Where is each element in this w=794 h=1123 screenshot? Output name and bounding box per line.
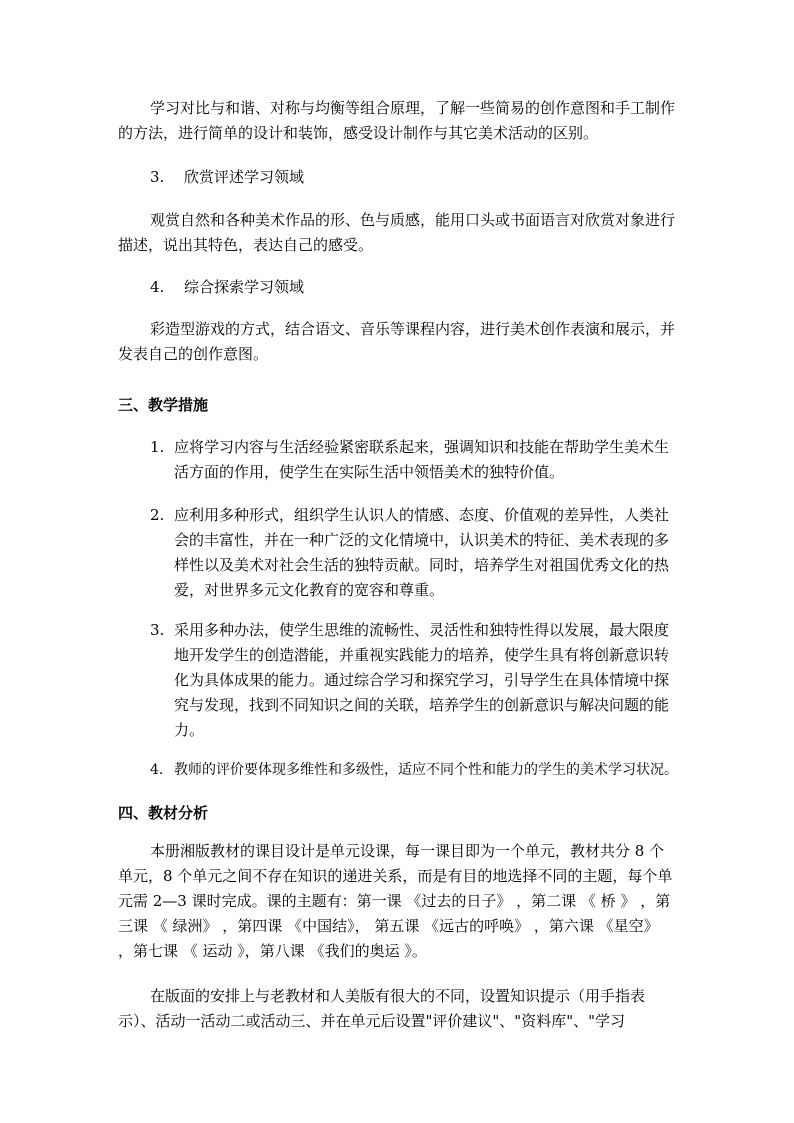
domain-4-paragraph: 彩造型游戏的方式，结合语文、音乐等课程内容，进行美术创作表演和展示，并发表自己的创作意图。 xyxy=(118,320,676,363)
measure-item-number: 2. xyxy=(150,506,165,524)
analysis-paragraph-2: 在版面的安排上与老教材和人美版有很大的不同，设置知识提示（用手指表示）、活动一活动二或活动三、并在单元后设置"评价建议"、"资料库"、"学习 xyxy=(118,987,646,1030)
measure-item-text: 采用多种办法，使学生思维的流畅性、灵活性和独特性得以发展，最大限度地开发学生的创造潜能，并重视实践能力的培养，使学生具有将创新意识转化为具体成果的能力。通过综合学习和探究学习，引导学生在具体情境中探究与发现，找到不同知识之间的关联，培养学生的创新意识与解决问题的能力。 xyxy=(174,621,670,739)
measure-item-1 xyxy=(150,435,675,485)
domain-4-number: 4. xyxy=(150,278,165,296)
measure-item-number: 4. xyxy=(150,762,164,778)
domain-4-heading xyxy=(150,277,304,297)
measure-item-text: 应将学习内容与生活经验紧密联系起来，强调知识和技能在帮助学生美术生活方面的作用，使学生在实际生活中领悟美术的独特价值。 xyxy=(174,438,670,481)
domain-3-paragraph: 观赏自然和各种美术作品的形、色与质感，能用口头或书面语言对欣赏对象进行描述，说出其特色，表达自己的感受。 xyxy=(118,211,676,254)
analysis-paragraph-1: 本册湘版教材的课目设计是单元设课，每一课目即为一个单元，教材共分 8 个单元，8 个单元之间不存在知识的递进关系，而是有目的地选择不同的主题，每个单元需 2—3 课时完成。课的主题有：第一课 《过去的日子》 ，第二课 《 桥 》 ，第三课 《 绿洲》 ，第四课 《中国结》， 第五课 《远古的呼唤》 ，第六课 《星空》 ，第七课 《 运动 》，第八课 《我们的奥运 》。 xyxy=(118,842,673,960)
design-domain-paragraph: 学习对比与和谐、对称与均衡等组合原理，了解一些简易的创作意图和手工制作的方法，进行简单的设计和装饰，感受设计制作与其它美术活动的区别。 xyxy=(118,99,676,142)
domain-4-title: 综合探索学习领域 xyxy=(184,278,305,296)
domain-3-heading xyxy=(150,167,304,187)
analysis-heading: 四、教材分析 xyxy=(118,804,209,822)
domain-3-title: 欣赏评述学习领域 xyxy=(184,168,305,186)
measure-item-2 xyxy=(150,503,675,603)
measure-item-3 xyxy=(150,618,675,743)
measure-item-4 xyxy=(150,758,690,783)
measures-heading: 三、教学措施 xyxy=(118,396,209,414)
measure-item-number: 3. xyxy=(150,621,165,639)
measure-item-number: 1. xyxy=(150,438,165,456)
measure-item-text: 应利用多种形式，组织学生认识人的情感、态度、价值观的差异性，人类社会的丰富性，并在一种广泛的文化情境中，认识美术的特征、美术表现的多样性以及美术对社会生活的独特贡献。同时，培养学生对祖国优秀文化的热爱，对世界多元文化教育的宽容和尊重。 xyxy=(174,506,670,599)
measure-item-text: 教师的评价要体现多维性和多级性，适应不同个性和能力的学生的美术学习状况。 xyxy=(174,762,678,778)
domain-3-number: 3. xyxy=(150,168,165,186)
